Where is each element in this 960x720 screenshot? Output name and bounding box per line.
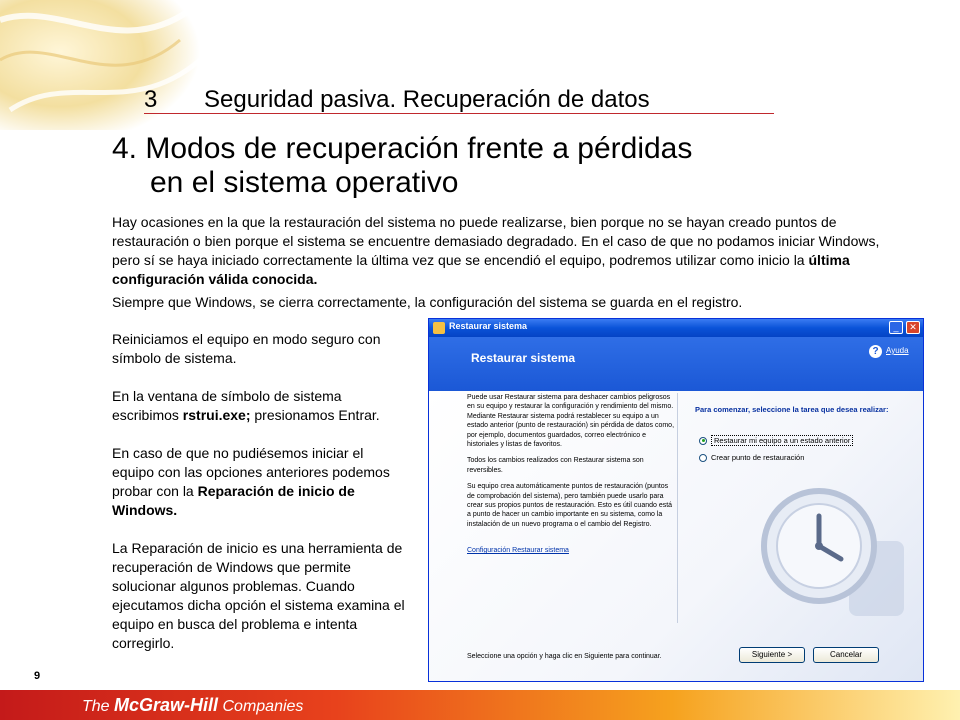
section-title (112, 132, 832, 200)
intro-paragraph (112, 213, 882, 289)
dialog-titlebar[interactable] (429, 319, 923, 337)
instruction-2: En la ventana de símbolo de sistema escribimos rstrui.exe; presionamos Entrar. (112, 388, 380, 423)
radio-unselected-icon[interactable] (699, 454, 707, 462)
chapter-number: 3 (144, 86, 158, 113)
dialog-title: Restaurar sistema (449, 321, 528, 331)
option-restore-earlier[interactable] (699, 435, 853, 446)
section-title-line1: 4. Modos de recuperación frente a pérdidas (112, 132, 693, 165)
content-divider (677, 393, 678, 623)
restore-description (467, 393, 677, 536)
intro-paragraph-2: Siempre que Windows, se cierra correctamente, la configuración del sistema se guarda en el registro. (112, 294, 743, 310)
option-create-point[interactable] (699, 453, 804, 462)
instruction-4: La Reparación de inicio es una herramienta de recuperación de Windows que permite solucionar algunos problemas. Cuando ejecutamos dicha opción el sistema examina el equipo en busca del problema e intenta corregirlo. (112, 540, 405, 651)
footer-bar (0, 690, 960, 720)
instruction-1: Reiniciamos el equipo en modo seguro con símbolo de sistema. (112, 331, 381, 366)
dialog-banner (429, 337, 923, 391)
next-button[interactable]: Siguiente > (739, 647, 805, 663)
restore-app-icon (433, 322, 445, 334)
radio-selected-icon[interactable] (699, 437, 707, 445)
section-title-line2: en el sistema operativo (150, 166, 459, 199)
help-link[interactable]: Ayuda (886, 346, 909, 355)
config-restore-link[interactable]: Configuración Restaurar sistema (467, 547, 569, 554)
task-prompt: Para comenzar, seleccione la tarea que desea realizar: (695, 405, 889, 414)
dialog-content (429, 391, 923, 681)
instructions-column (112, 330, 408, 672)
intro-text: Hay ocasiones en la que la restauración del sistema no puede realizarse, bien porque no se hayan creado puntos de restauración o bien porque el sistema se encuentre demasiado degradado. En el caso de que no podamos iniciar Windows, pero sí se haya iniciado correctamente la última vez que se encendió el equipo, podremos utilizar como inicio la (112, 214, 880, 268)
option-create-label: Crear punto de restauración (711, 453, 805, 462)
instruction-text: Seleccione una opción y haga clic en Siguiente para continuar. (467, 653, 662, 660)
chapter-header (144, 86, 774, 114)
restore-dialog (428, 318, 924, 682)
publisher-logo: The McGraw-Hill Companies (82, 695, 304, 715)
close-icon[interactable]: ✕ (906, 321, 920, 334)
chapter-title: Seguridad pasiva. Recuperación de datos (204, 86, 650, 113)
intro-bold: última configuración válida conocida. (112, 252, 850, 287)
banner-title: Restaurar sistema (471, 351, 576, 365)
cancel-button[interactable]: Cancelar (813, 647, 879, 663)
minimize-icon[interactable]: _ (889, 321, 903, 334)
clock-watermark-icon (759, 471, 909, 621)
instruction-3: En caso de que no pudiésemos iniciar el equipo con las opciones anteriores podemos probar con la Reparación de inicio de Windows. (112, 445, 390, 518)
option-restore-label: Restaurar mi equipo a un estado anterior (711, 435, 853, 446)
description-p1: Puede usar Restaurar sistema para deshacer cambios peligrosos en su equipo y restaurar la configuración y rendimiento del mismo. Mediante Restaurar sistema podrá restablecer su equipo a un estado anterior (punto de restauración) sin pérdida de datos como, por ejemplo, documentos guardados, correo electrónico e historiales y listas de favoritos. (467, 394, 675, 449)
description-p2: Todos los cambios realizados con Restaurar sistema son reversibles. (467, 457, 644, 474)
page-number: 9 (34, 670, 41, 682)
description-p3: Su equipo crea automáticamente puntos de restauración (puntos de comprobación del sistema), pero también puede usarlo para crear sus propios puntos de restauración. Esto es útil cuando está a punto de hacer un cambio importante en su sistema, como la instalación de un nuevo programa o el cambio del Registro. (467, 483, 673, 528)
help-icon[interactable]: ? (869, 345, 882, 358)
